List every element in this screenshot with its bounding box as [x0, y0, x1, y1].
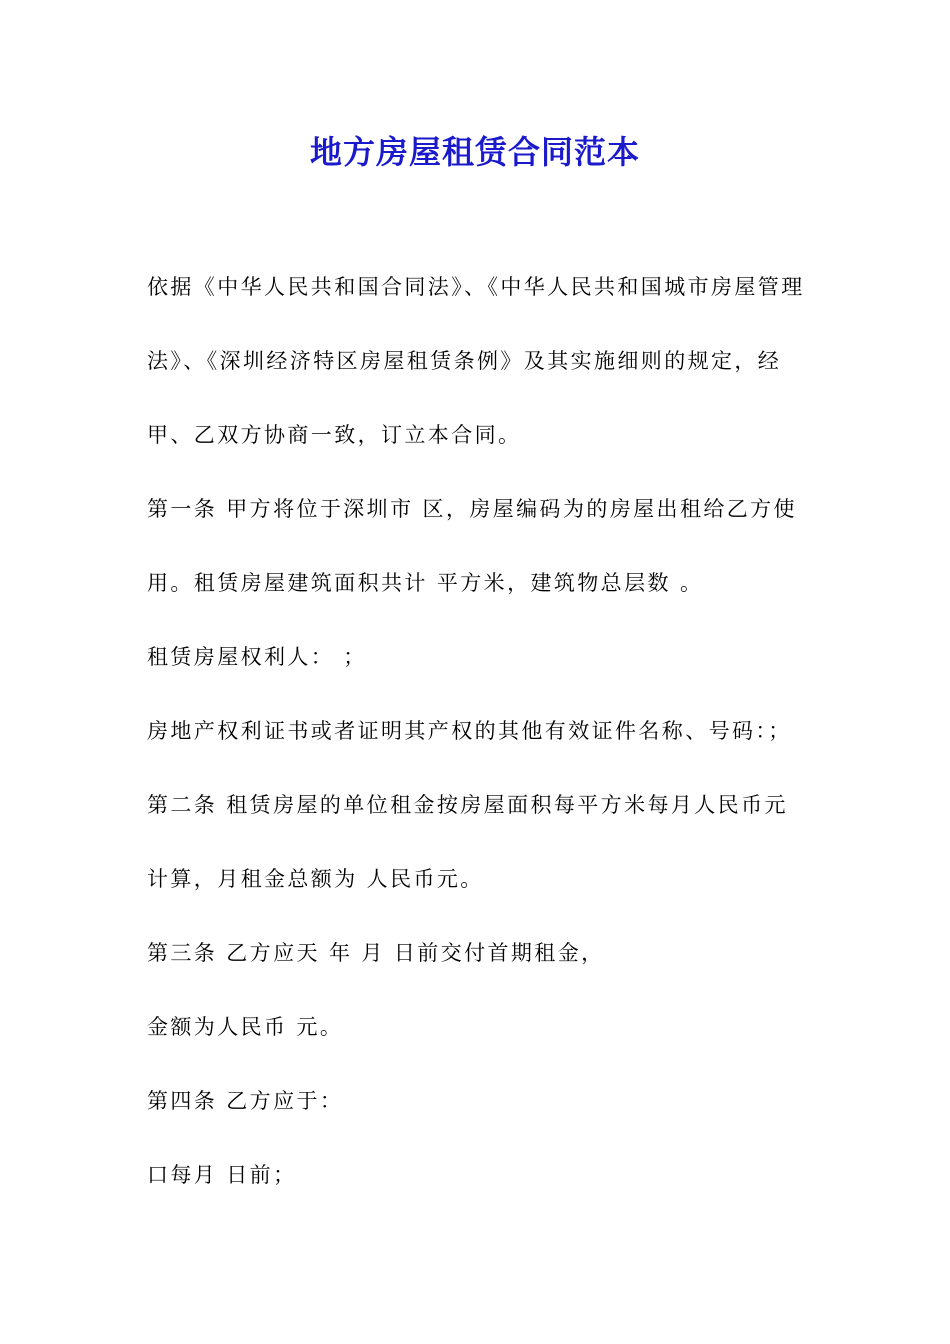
paragraph-certificate: 房地产权利证书或者证明其产权的其他有效证件名称、号码：； [147, 719, 792, 743]
document-body [147, 250, 807, 1212]
paragraph-monthly-option: 口每月 日前； [147, 1163, 297, 1187]
paragraph-amount: 金额为人民币 元。 [147, 1015, 344, 1039]
paragraph-rights-holder: 租赁房屋权利人： ； [147, 645, 367, 669]
paragraph-article-2: 第二条 租赁房屋的单位租金按房屋面积每平方米每月人民币元计算，月租金总额为 人民币元。 [147, 793, 788, 891]
paragraph-article-3: 第三条 乙方应天 年 月 日前交付首期租金， [147, 941, 605, 965]
paragraph-article-4: 第四条 乙方应于： [147, 1089, 344, 1113]
paragraph-preamble: 依据《中华人民共和国合同法》、《中华人民共和国城市房屋管理法》、《深圳经济特区房屋租赁条例》及其实施细则的规定，经甲、乙双方协商一致，订立本合同。 [147, 275, 805, 447]
document-title: 地方房屋租赁合同范本 [309, 133, 640, 171]
paragraph-article-1: 第一条 甲方将位于深圳市 区，房屋编码为的房屋出租给乙方使用。租赁房屋建筑面积共计 平方米，建筑物总层数 。 [147, 497, 797, 595]
